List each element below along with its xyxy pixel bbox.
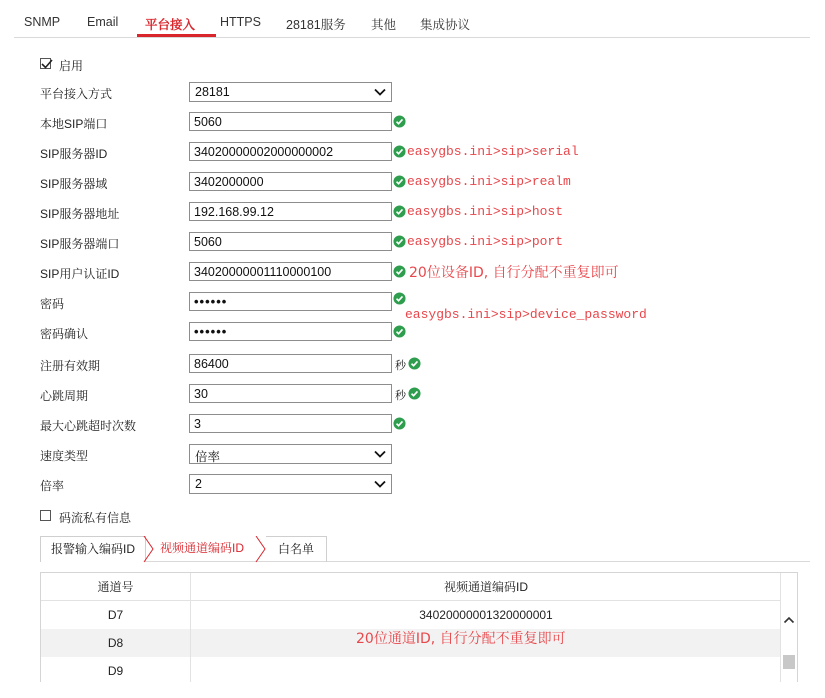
sip-server-address-note: easygbs.ini>sip>host — [407, 204, 564, 219]
password-confirm-row — [0, 321, 825, 343]
sub-tab-bar — [40, 536, 810, 562]
sip-server-id-row — [0, 141, 825, 163]
sip-user-auth-id-label: SIP用户认证ID — [40, 267, 120, 281]
register-validity-unit: 秒 — [395, 360, 406, 372]
table-row[interactable] — [41, 657, 781, 682]
enable-row — [0, 53, 825, 75]
sip-server-address-row — [0, 201, 825, 223]
subtab-video-channel-id[interactable]: 视频通道编码ID — [160, 541, 245, 555]
chevron-up-icon[interactable] — [783, 615, 795, 625]
sip-server-domain-note: easygbs.ini>sip>realm — [407, 174, 571, 189]
valid-check-icon — [393, 292, 406, 305]
sip-server-port-label: SIP服务器端口 — [40, 237, 120, 251]
chevron-down-icon — [373, 447, 387, 461]
stream-private-checkbox[interactable] — [40, 510, 51, 521]
table-scrollbar[interactable] — [780, 573, 797, 682]
sip-server-port-input[interactable] — [189, 232, 392, 251]
tab-arrow-separator — [143, 536, 155, 563]
scrollbar-thumb[interactable] — [783, 655, 795, 669]
tab-email[interactable]: Email — [87, 15, 119, 29]
channel-id-cell[interactable]: 34020000001320000001 — [419, 608, 553, 622]
speed-type-select[interactable] — [189, 444, 392, 464]
valid-check-icon — [393, 417, 406, 430]
tab-https[interactable]: HTTPS — [220, 15, 261, 29]
rate-row — [0, 473, 825, 495]
valid-check-icon — [393, 325, 406, 338]
valid-check-icon — [393, 235, 406, 248]
access-mode-value: 28181 — [195, 85, 230, 99]
max-heartbeat-timeouts-row — [0, 413, 825, 435]
channel-cell: D7 — [41, 601, 191, 629]
tab-integration-protocol[interactable]: 集成协议 — [420, 18, 471, 32]
password-label: 密码 — [40, 297, 65, 311]
max-heartbeat-timeouts-input[interactable] — [189, 414, 392, 433]
sip-server-id-note: easygbs.ini>sip>serial — [407, 144, 579, 159]
sip-user-auth-id-row — [0, 261, 825, 283]
active-tab-indicator — [137, 34, 216, 37]
device-password-note: easygbs.ini>sip>device_password — [405, 307, 647, 322]
valid-check-icon — [393, 205, 406, 218]
sip-user-auth-id-input[interactable] — [189, 262, 392, 281]
valid-check-icon — [393, 175, 406, 188]
sip-user-auth-id-note: 20位设备ID, 自行分配不重复即可 — [409, 265, 619, 281]
local-sip-port-row — [0, 111, 825, 133]
access-mode-select[interactable] — [189, 82, 392, 102]
valid-check-icon — [393, 265, 406, 278]
sip-server-port-note: easygbs.ini>sip>port — [407, 234, 564, 249]
rate-value: 2 — [195, 477, 202, 491]
heartbeat-period-input[interactable] — [189, 384, 392, 403]
channel-cell: D9 — [41, 657, 191, 682]
tab-other[interactable]: 其他 — [371, 18, 397, 32]
channel-id-note: 20位通道ID, 自行分配不重复即可 — [356, 631, 566, 647]
sip-server-address-input[interactable] — [189, 202, 392, 221]
sip-server-id-input[interactable] — [189, 142, 392, 161]
stream-private-label: 码流私有信息 — [59, 511, 132, 525]
subtab-whitelist[interactable]: 白名单 — [266, 536, 327, 562]
speed-type-row — [0, 443, 825, 465]
enable-checkbox[interactable] — [40, 58, 51, 69]
sip-server-domain-label: SIP服务器域 — [40, 177, 108, 191]
sip-server-address-label: SIP服务器地址 — [40, 207, 120, 221]
password-input[interactable] — [189, 292, 392, 311]
access-mode-label: 平台接入方式 — [40, 87, 113, 101]
sip-server-id-label: SIP服务器ID — [40, 147, 108, 161]
rate-label: 倍率 — [40, 479, 65, 493]
stream-private-row — [0, 505, 825, 527]
heartbeat-period-row — [0, 383, 825, 405]
register-validity-row — [0, 353, 825, 375]
channel-id-cell[interactable] — [191, 657, 781, 682]
chevron-down-icon — [373, 85, 387, 99]
top-tab-bar — [14, 0, 810, 38]
speed-type-value: 倍率 — [195, 450, 221, 464]
register-validity-label: 注册有效期 — [40, 359, 101, 373]
heartbeat-period-unit: 秒 — [395, 390, 406, 402]
valid-check-icon — [408, 387, 421, 400]
sip-server-domain-input[interactable] — [189, 172, 392, 191]
table-row[interactable] — [41, 601, 781, 629]
column-header-channel: 通道号 — [41, 573, 191, 601]
enable-label: 启用 — [59, 59, 84, 73]
chevron-down-icon — [373, 477, 387, 491]
valid-check-icon — [393, 115, 406, 128]
tab-snmp[interactable]: SNMP — [24, 15, 61, 29]
sip-server-domain-row — [0, 171, 825, 193]
local-sip-port-input[interactable] — [189, 112, 392, 131]
local-sip-port-label: 本地SIP端口 — [40, 117, 108, 131]
access-mode-row — [0, 81, 825, 103]
checkmark-icon — [40, 57, 54, 71]
heartbeat-period-label: 心跳周期 — [40, 389, 89, 403]
table-header — [41, 573, 781, 601]
column-header-video-channel-id: 视频通道编码ID — [443, 580, 528, 594]
speed-type-label: 速度类型 — [40, 449, 89, 463]
sip-server-port-row — [0, 231, 825, 253]
rate-select[interactable] — [189, 474, 392, 494]
register-validity-input[interactable] — [189, 354, 392, 373]
valid-check-icon — [408, 357, 421, 370]
max-heartbeat-timeouts-label: 最大心跳超时次数 — [40, 419, 137, 433]
tab-platform-access[interactable]: 平台接入 — [145, 18, 196, 32]
channel-cell: D8 — [41, 629, 191, 657]
channel-table — [40, 572, 798, 682]
password-confirm-label: 密码确认 — [40, 327, 89, 341]
password-confirm-input[interactable] — [189, 322, 392, 341]
subtab-alarm-input-id[interactable]: 报警输入编码ID — [40, 536, 146, 562]
tab-28181-service[interactable]: 28181服务 — [286, 18, 346, 32]
valid-check-icon — [393, 145, 406, 158]
